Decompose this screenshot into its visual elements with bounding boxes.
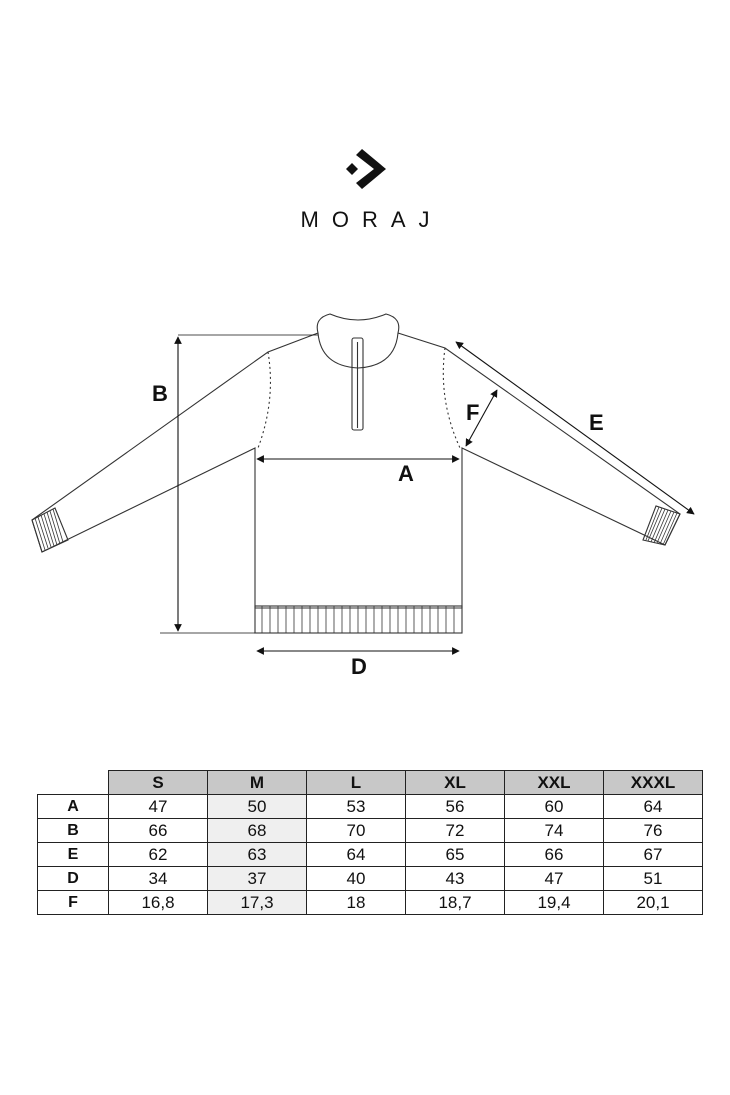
chevron-logo-icon [340, 145, 390, 193]
table-cell: 40 [307, 867, 406, 891]
table-row [38, 795, 703, 819]
table-cell: 19,4 [505, 891, 604, 915]
table-cell: 37 [208, 867, 307, 891]
row-label: A [38, 795, 109, 819]
table-cell: 18,7 [406, 891, 505, 915]
size-header: L [307, 771, 406, 795]
table-cell: 60 [505, 795, 604, 819]
sweater-outline [32, 314, 680, 608]
table-cell: 64 [604, 795, 703, 819]
table-cell: 18 [307, 891, 406, 915]
ribbed-cuffs-and-hem [32, 506, 680, 633]
table-cell: 65 [406, 843, 505, 867]
table-cell: 56 [406, 795, 505, 819]
table-cell: 63 [208, 843, 307, 867]
table-cell: 62 [109, 843, 208, 867]
label-a: A [398, 461, 414, 486]
table-cell: 64 [307, 843, 406, 867]
table-cell: 68 [208, 819, 307, 843]
table-cell: 43 [406, 867, 505, 891]
row-label: F [38, 891, 109, 915]
table-cell: 50 [208, 795, 307, 819]
measurement-lines [160, 335, 694, 651]
size-header: S [109, 771, 208, 795]
table-corner [38, 771, 109, 795]
table-cell: 70 [307, 819, 406, 843]
row-label: D [38, 867, 109, 891]
size-header: XL [406, 771, 505, 795]
table-row [38, 843, 703, 867]
table-cell: 17,3 [208, 891, 307, 915]
table-cell: 67 [604, 843, 703, 867]
table-cell: 72 [406, 819, 505, 843]
label-f: F [466, 400, 480, 425]
table-cell: 74 [505, 819, 604, 843]
label-d: D [351, 654, 367, 679]
brand-logo [0, 145, 730, 233]
row-label: E [38, 843, 109, 867]
table-cell: 76 [604, 819, 703, 843]
table-cell: 34 [109, 867, 208, 891]
size-chart-table [37, 770, 703, 915]
label-e: E [589, 410, 604, 435]
table-cell: 66 [505, 843, 604, 867]
table-cell: 53 [307, 795, 406, 819]
row-label: B [38, 819, 109, 843]
table-cell: 51 [604, 867, 703, 891]
label-b: B [152, 381, 168, 406]
table-cell: 16,8 [109, 891, 208, 915]
sweater-measurement-diagram [0, 300, 730, 690]
table-cell: 66 [109, 819, 208, 843]
table-cell: 47 [109, 795, 208, 819]
table-cell: 20,1 [604, 891, 703, 915]
table-row [38, 819, 703, 843]
table-row [38, 867, 703, 891]
size-header: XXXL [604, 771, 703, 795]
size-header: M [208, 771, 307, 795]
measure-e-arrow [456, 342, 694, 514]
table-row [38, 891, 703, 915]
table-cell: 47 [505, 867, 604, 891]
brand-name: MORAJ [300, 207, 443, 232]
size-header-row [38, 771, 703, 795]
size-header: XXL [505, 771, 604, 795]
